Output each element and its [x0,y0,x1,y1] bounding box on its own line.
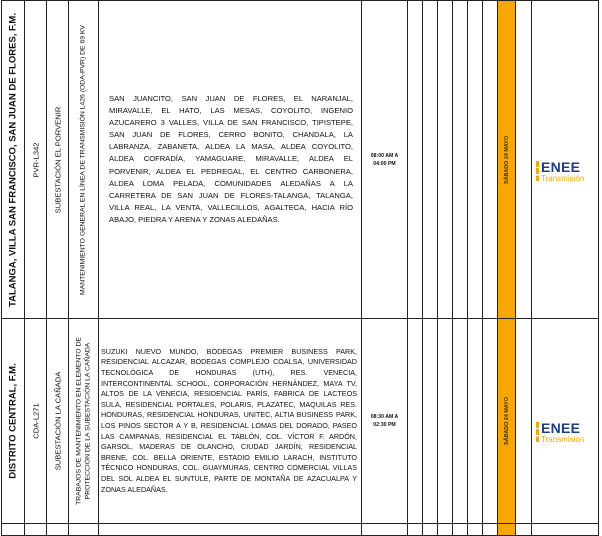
empty-cell [453,1,468,319]
enee-logo-mark-icon [536,422,539,442]
affected-areas-text: SUZUKI NUEVO MUNDO, BODEGAS PREMIER BUSINESS PARK, RESIDENCIAL ALCAZAR, BODEGAS COMPLEJO COALSA, UNIVERSIDAD TECNOLÓGICA DE HONDURAS (UTH), RES. VENECIA, INTERCONTINENTAL SCHOOL, CORPORACIÓN HERNÁNDEZ, MAYA TV, ALTOS DE LA VENECIA, RESIDENCIAL PARÍS, FABRICA DE LACTEOS SULA, RESIDENCIAL PORTALES, POLARIS, PLAZATEC, MAQUILAS RES. HONDURAS, RESIDENCIAL HONDURAS, UNITEC, ALTIA BUSINESS PARK, LOS PINOS SECTOR A Y B, RESIDENCIAL LOMAS DEL DORADO, PASEO LAS CAMPANAS, RESIDENCIAL EL TABLÓN, COL. VÍCTOR F. ARDÓN, GARSOL, MADERAS DE OLANCHO, CIUDAD JARDÍN, RESIDENCIAL BRENE, COL. BELLA ORIENTE, ESTADIO EMILIO LARACH, INSTITUTO TÉCNICO HONDURAS, COL. GUAYMURAS, CENTRO COMERCIAL VILLAS DEL SOL ALDEA EL SUNTULE, PARTE DE MONTAÑA DE AZACUALPA Y ZONAS ALEDAÑAS. [99,319,362,524]
empty-cell [516,524,532,536]
work-description-cell [69,1,99,319]
work-description-cell [69,319,99,524]
enee-logo-mark-icon [536,161,539,181]
empty-cell [438,1,453,319]
empty-cell [423,1,438,319]
location-text: DISTRITO CENTRAL, F.M. [7,363,19,479]
substation-text: SUBESTACIÓN LA CAÑADA [53,371,62,471]
time-start: 08:30 AM A [370,414,399,420]
empty-cell [423,524,438,536]
empty-cell [438,524,453,536]
circuit-text: PVR-L342 [31,141,40,178]
time-start: 08:00 AM A [370,152,399,159]
circuit-cell [25,319,47,524]
substation-cell [47,319,69,524]
work-description-line: TRABAJOS DE MANTENIMIENTO EN ELEMENTO DE [74,337,82,505]
empty-cell [516,1,532,319]
empty-cell [408,1,423,319]
empty-cell [99,524,362,536]
table-row [2,1,599,319]
empty-cell [47,524,69,536]
enee-logo-name: ENEE [541,420,581,436]
work-description-text [75,337,92,505]
empty-cell [2,524,25,536]
date-text: SÁBADO 24 MAYO [503,135,510,184]
substation-text: SUBESTACIÓN EL PORVENIR [53,106,62,213]
empty-cell [483,319,498,524]
schedule-time-cell [362,1,408,319]
table-row-partial [2,524,599,536]
date-text: SÁBADO 24 MAYO [503,396,510,446]
logo-cell [532,1,599,319]
time-end: 02:30 PM [373,422,396,428]
work-description-line: PROTECCIÓN DE LA SUBESTACIÓN LA CAÑADA [83,342,91,500]
date-cell [498,319,516,524]
empty-cell [532,524,599,536]
empty-cell [438,319,453,524]
affected-areas-text: SAN JUANCITO, SAN JUAN DE FLORES, EL NARANJAL, MIRAVALLE, EL HATO, LAS MESAS, COYOLITO, INGENIO AZUCARERO 3 VALLES, VILLA DE SAN FRANCISCO, TIPISTEPE, SAN JUAN DE FLORES, CERRO BONITO, CHANDALA, LA LABRANZA, ZABANETA, ALDEA LA MASA, ALDEA COYOLITO, ALDEA COFRADÍA, YAMAGUARE, MIRAVALLE, ALDEA EL PORVENIR, ALDEA EL PEDREGAL, EL CENTRO CARBONERA, ALDEA LOMA PELADA, COMUNIDADES ALEDAÑAS A LA CARRETERA DE SAN JUAN DE FLORES-TALANGA, TALANGA, VILLA REAL, LA VENTA, VALLECILLOS, AGALTECA, HACIA RÍO ABAJO, PIEDRA Y ARENA Y ZONAS ALEDAÑAS. [99,1,362,319]
substation-cell [47,1,69,319]
empty-cell [453,524,468,536]
empty-cell [408,319,423,524]
logo-cell [532,319,599,524]
empty-cell [468,319,483,524]
outage-schedule-table [1,0,599,536]
empty-cell [453,319,468,524]
enee-logo-name: ENEE [541,158,581,175]
circuit-cell [25,1,47,319]
enee-logo-subtitle: Transmisión [541,173,585,183]
empty-cell [423,319,438,524]
circuit-text: CDA-L271 [31,403,40,439]
empty-cell [483,1,498,319]
empty-cell [69,524,99,536]
location-cell [2,319,25,524]
empty-cell [25,524,47,536]
date-cell [498,524,516,536]
time-end: 04:00 PM [373,160,396,167]
empty-cell [483,524,498,536]
work-description-text: MANTENIMIENTO GENERAL EN LÍNEA DE TRANSMISIÓN L426 (ODA-PVR) DE 69 KV [79,24,87,295]
location-text: TALANGA, VILLA SAN FRANCISCO, SAN JUAN DE FLORES, F.M. [7,12,19,307]
schedule-time-cell [362,319,408,524]
empty-cell [516,319,532,524]
location-cell [2,1,25,319]
empty-cell [468,524,483,536]
table-row [2,319,599,524]
empty-cell [362,524,408,536]
enee-logo-subtitle: Transmisión [541,435,585,444]
empty-cell [408,524,423,536]
empty-cell [468,1,483,319]
date-cell [498,1,516,319]
